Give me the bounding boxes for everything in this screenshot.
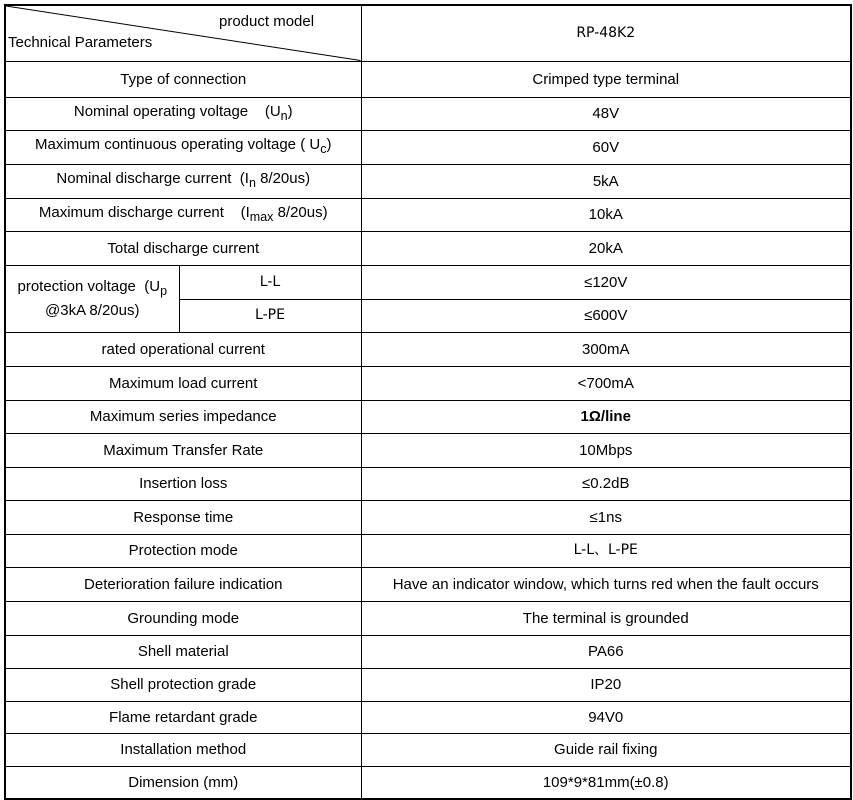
- param-cell: rated operational current: [5, 332, 361, 366]
- param-cell: Flame retardant grade: [5, 701, 361, 733]
- param-cell: Grounding mode: [5, 601, 361, 635]
- product-model-label: product model: [219, 13, 315, 30]
- value-cell: 10kA: [361, 198, 851, 231]
- table-row: [5, 500, 851, 534]
- value-cell: 10Mbps: [361, 433, 851, 467]
- table-row: [5, 231, 851, 265]
- param-cell: Shell material: [5, 635, 361, 668]
- value-cell: 300mA: [361, 332, 851, 366]
- param-cell: Nominal operating voltage $(U_n)$: [5, 97, 361, 130]
- param-cell: Total discharge current: [5, 231, 361, 265]
- value-cell: PA66: [361, 635, 851, 668]
- value-cell: The terminal is grounded: [361, 601, 851, 635]
- table-row: [5, 130, 851, 164]
- table-row: [5, 61, 851, 97]
- table-row: [5, 766, 851, 799]
- value-cell: 1Ω/line: [361, 400, 851, 433]
- protection-value-ll: ≤120V: [361, 265, 851, 299]
- param-cell: Nominal discharge current ($I_n$ 8/20us): [5, 164, 361, 198]
- value-cell: 5kA: [361, 164, 851, 198]
- value-cell: Guide rail fixing: [361, 733, 851, 766]
- param-cell: Installation method: [5, 733, 361, 766]
- technical-parameters-label: Technical Parameters: [8, 34, 153, 51]
- header-diagonal-cell: [5, 5, 361, 61]
- table-row: [5, 534, 851, 567]
- param-cell: Maximum series impedance: [5, 400, 361, 433]
- value-cell: <700mA: [361, 366, 851, 400]
- table-row: [5, 635, 851, 668]
- param-cell: Maximum continuous operating voltage ( $U_c$): [5, 130, 361, 164]
- param-cell: Maximum load current: [5, 366, 361, 400]
- table-row: [5, 198, 851, 231]
- table-row: [5, 400, 851, 433]
- param-cell: Insertion loss: [5, 467, 361, 500]
- table-row: [5, 733, 851, 766]
- table-row: [5, 366, 851, 400]
- table-row: [5, 332, 851, 366]
- technical-parameters-table: [4, 4, 852, 800]
- param-cell: Protection mode: [5, 534, 361, 567]
- table-row: [5, 433, 851, 467]
- table-row: [5, 668, 851, 701]
- value-cell: 20kA: [361, 231, 851, 265]
- param-cell: Shell protection grade: [5, 668, 361, 701]
- value-cell: ≤0.2dB: [361, 467, 851, 500]
- value-cell: 94V0: [361, 701, 851, 733]
- protection-row-ll: [5, 265, 851, 299]
- param-cell: Type of connection: [5, 61, 361, 97]
- header-row: [5, 5, 851, 61]
- param-cell: Response time: [5, 500, 361, 534]
- model-value: RP-48K2: [361, 5, 851, 61]
- protection-value-lpe: ≤600V: [361, 299, 851, 332]
- value-cell: Crimped type terminal: [361, 61, 851, 97]
- value-cell: ≤1ns: [361, 500, 851, 534]
- table-row: [5, 97, 851, 130]
- table-row: [5, 601, 851, 635]
- table-row: [5, 567, 851, 601]
- value-cell: L-L、L-PE: [361, 534, 851, 567]
- table-row: [5, 467, 851, 500]
- value-cell: Have an indicator window, which turns red when the fault occurs: [361, 567, 851, 601]
- protection-voltage-label: protection voltage ($U_p$ @3kA 8/20us): [5, 265, 179, 332]
- value-cell: 109*9*81mm(±0.8): [361, 766, 851, 799]
- param-cell: Maximum discharge current ($I_{max}$ 8/20us): [5, 198, 361, 231]
- protection-mode-lpe: L-PE: [179, 299, 361, 332]
- param-cell: Deterioration failure indication: [5, 567, 361, 601]
- value-cell: IP20: [361, 668, 851, 701]
- protection-mode-ll: L-L: [179, 265, 361, 299]
- param-cell: Dimension (mm): [5, 766, 361, 799]
- param-cell: Maximum Transfer Rate: [5, 433, 361, 467]
- table-row: [5, 701, 851, 733]
- value-cell: 48V: [361, 97, 851, 130]
- table-row: [5, 164, 851, 198]
- value-cell: 60V: [361, 130, 851, 164]
